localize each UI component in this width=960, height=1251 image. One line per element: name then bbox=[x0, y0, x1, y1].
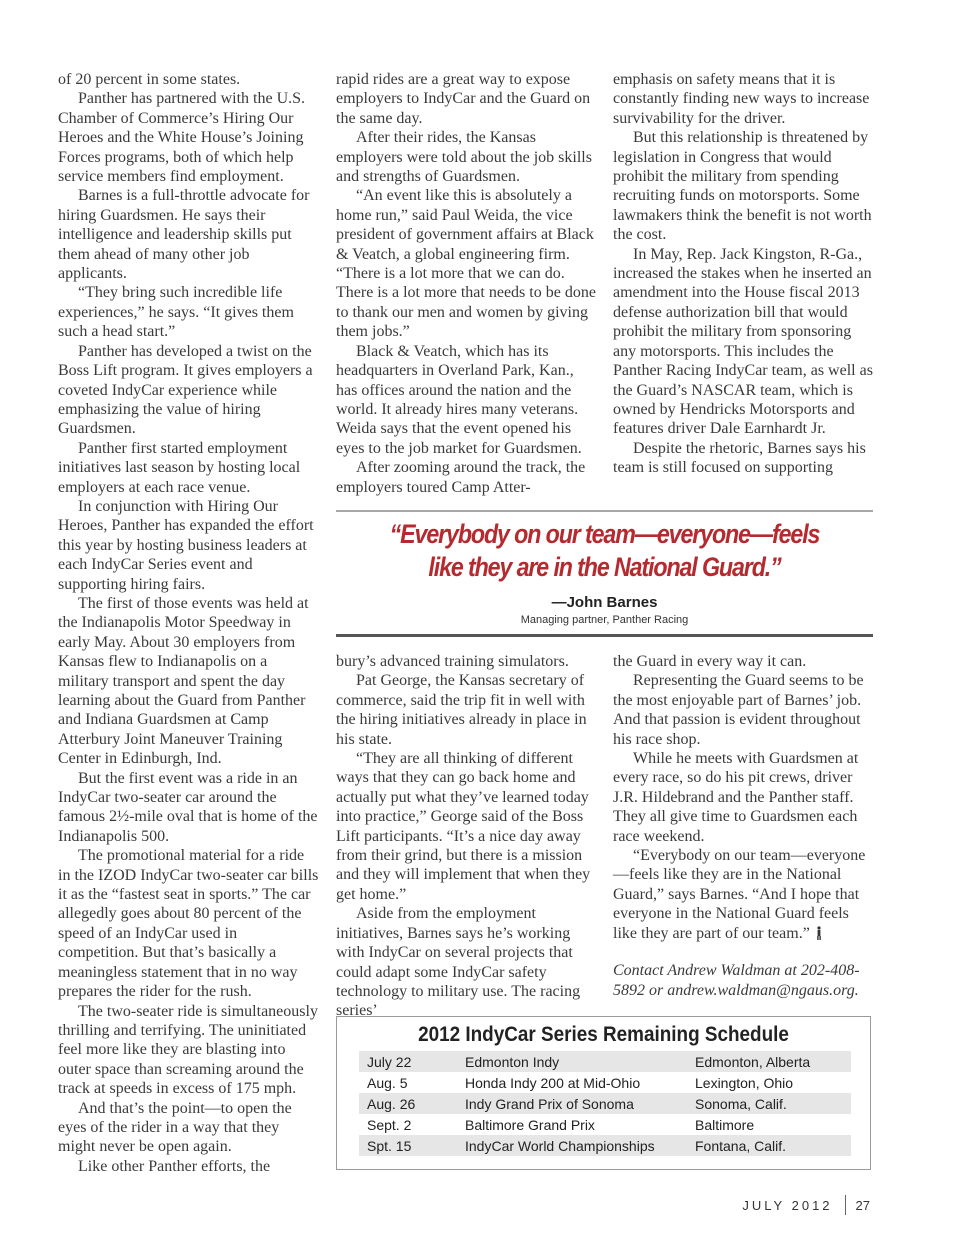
table-row bbox=[359, 1072, 851, 1093]
paragraph: While he meets with Guardsmen at every race, so do his pit crews, driver J.R. Hildebrand and the Panther staff. They all give time to Guardsmen each race weekend. bbox=[613, 750, 859, 845]
paragraph: “An event like this is absolutely a home run,” said Paul Weida, the vice president of government affairs at Black & Veatch, a global engineering firm. “There is a lot more that we can do. There is a lot more that needs to be done to thank our men and women by giving them jobs.” bbox=[336, 187, 596, 341]
table-row bbox=[359, 1093, 851, 1114]
paragraph: Panther has developed a twist on the Boss Lift program. It gives employers a coveted IndyCar experience while emphasizing the value of hiring Guardsmen. bbox=[58, 342, 313, 438]
page-footer bbox=[742, 1195, 870, 1215]
paragraph: The promotional material for a ride in the IZOD IndyCar two-seater car bills it as the “fastest seat in sports.” The car allegedly goes about 80 percent of the speed of an IndyCar used in competition. But that’s basically a meaningless statement that in no way prepares the rider for the rush. bbox=[58, 847, 319, 1001]
paragraph: “They bring such incredible life experiences,” he says. “It gives them such a head start.” bbox=[58, 284, 294, 341]
article-column-2-top bbox=[336, 70, 598, 497]
schedule-event: Indy Grand Prix of Sonoma bbox=[457, 1093, 687, 1114]
schedule-date: Spt. 15 bbox=[359, 1135, 457, 1156]
schedule-box bbox=[336, 1016, 871, 1170]
paragraph: Panther first started employment initiatives last season by hosting local employers at each race venue. bbox=[58, 439, 301, 496]
schedule-event: Edmonton Indy bbox=[457, 1051, 687, 1072]
paragraph: Barnes is a full-throttle advocate for hiring Guardsmen. He says their intelligence and leadership skills put them ahead of many other job applicants. bbox=[58, 187, 310, 283]
pullquote-top-rule bbox=[336, 510, 873, 512]
article-column-3-top bbox=[613, 70, 875, 478]
schedule-location: Lexington, Ohio bbox=[695, 1074, 794, 1091]
paragraph: the Guard in every way it can. bbox=[613, 653, 807, 670]
pullquote-bottom-rule bbox=[336, 634, 873, 637]
paragraph: “They are all thinking of different ways that they can go back home and actually put what they’ve learned today into practice,” George said of the Boss Lift participants. “It’s a nice day away from their grind, but there is a mission and they will implement that when they get home.” bbox=[336, 750, 591, 903]
paragraph: “Everybody on our team—everyone—feels like they are in the National Guard,” says Barnes. “And I hope that everyone in the National Guard feels like they are part of our team.” bbox=[613, 847, 866, 942]
end-mark-icon bbox=[816, 926, 822, 940]
schedule-title: 2012 IndyCar Series Remaining Schedule bbox=[418, 1023, 789, 1046]
paragraph: But this relationship is threatened by legislation in Congress that would prohibit the military from spending recruiting funds on motorsports. Some lawmakers think the benefit is not worth the cost. bbox=[613, 129, 872, 244]
pullquote-author: —John Barnes bbox=[551, 594, 658, 611]
pullquote-text: “Everybody on our team—everyone—feels like they are in the National Guard.” bbox=[389, 519, 820, 582]
paragraph: Pat George, the Kansas secretary of commerce, said the trip fit in well with the hiring initiatives already in place in his state. bbox=[336, 672, 587, 748]
footer-divider bbox=[845, 1195, 846, 1215]
paragraph: rapid rides are a great way to expose employers to IndyCar and the Guard on the same day. bbox=[336, 71, 591, 127]
schedule-date: Aug. 26 bbox=[359, 1093, 457, 1114]
pullquote-role: Managing partner, Panther Racing bbox=[520, 614, 689, 626]
paragraph: Like other Panther efforts, the bbox=[78, 1157, 271, 1175]
paragraph: The first of those events was held at the Indianapolis Motor Speedway in early May. About 30 employers from Kansas flew to Indianapolis on a military transport and spent the day learning about the Guard from Panther and Indiana Guardsmen at Camp Atterbury Joint Maneuver Training Center in Edinburgh, Ind. bbox=[58, 594, 309, 768]
schedule-location: Baltimore bbox=[695, 1116, 755, 1133]
schedule-date: July 22 bbox=[359, 1051, 457, 1072]
schedule-date: Sept. 2 bbox=[367, 1116, 412, 1133]
contact-line: Contact Andrew Waldman at 202-408-5892 or andrew.waldman@ngaus.org. bbox=[613, 962, 860, 999]
paragraph: Black & Veatch, which has its headquarters in Overland Park, Kan., has offices around the nation and the world. It already hires many veterans. Weida says that the event opened his eyes to the job market for Guardsmen. bbox=[336, 342, 582, 457]
article-column-1 bbox=[58, 70, 320, 1176]
pullquote bbox=[336, 518, 873, 626]
paragraph: In conjunction with Hiring Our Heroes, Panther has expanded the effort this year by hosting business leaders at each IndyCar Series event and supporting hiring fairs. bbox=[58, 497, 314, 593]
paragraph: Representing the Guard seems to be the most enjoyable part of Barnes’ job. And that passion is evident throughout his race shop. bbox=[613, 672, 864, 748]
paragraph: In May, Rep. Jack Kingston, R-Ga., increased the stakes when he inserted an amendment into the House fiscal 2013 defense authorization bill that would prohibit the military from sponsoring any motorsports. This includes the Panther Racing IndyCar team, as well as the Guard’s NASCAR team, which is owned by Hendricks Motorsports and features driver Dale Earnhardt Jr. bbox=[613, 245, 873, 438]
paragraph: But the first event was a ride in an IndyCar two-seater car around the famous 2½-mile oval that is home of the Indianapolis 500. bbox=[58, 769, 318, 845]
footer-month: JULY 2012 bbox=[742, 1197, 833, 1213]
table-row bbox=[359, 1135, 851, 1156]
schedule-location: Sonoma, Calif. bbox=[687, 1093, 851, 1114]
paragraph: Panther has partnered with the U.S. Chamber of Commerce’s Hiring Our Heroes and the White House’s Joining Forces programs, both of which help service members find employment. bbox=[58, 90, 306, 186]
paragraph: After zooming around the track, the employers toured Camp Atter- bbox=[336, 459, 586, 496]
schedule-date: Aug. 5 bbox=[367, 1074, 408, 1091]
paragraph: The two-seater ride is simultaneously thrilling and terrifying. The uninitiated feel more like they are blasting into outer space than screaming around the track at speeds in excess of 175 mph. bbox=[58, 1002, 318, 1098]
paragraph: bury’s advanced training simulators. bbox=[336, 653, 569, 670]
paragraph: After their rides, the Kansas employers were told about the job skills and strengths of Guardsmen. bbox=[336, 129, 592, 186]
article-column-2-bottom bbox=[336, 652, 598, 1021]
table-row bbox=[359, 1114, 851, 1135]
article-column-3-bottom bbox=[613, 652, 875, 1000]
schedule-event: Baltimore Grand Prix bbox=[465, 1116, 595, 1133]
paragraph: emphasis on safety means that it is constantly finding new ways to increase survivability for the driver. bbox=[613, 71, 870, 127]
paragraph: And that’s the point—to open the eyes of the rider in a way that they might never be open again. bbox=[58, 1099, 292, 1156]
article-column-3-bottom-body bbox=[613, 652, 875, 943]
page-number: 27 bbox=[855, 1197, 870, 1213]
schedule-location: Edmonton, Alberta bbox=[687, 1051, 851, 1072]
table-row bbox=[359, 1051, 851, 1072]
paragraph: Despite the rhetoric, Barnes says his team is still focused on supporting bbox=[613, 439, 866, 477]
schedule-event: Honda Indy 200 at Mid-Ohio bbox=[465, 1074, 641, 1091]
schedule-event: IndyCar World Championships bbox=[457, 1135, 687, 1156]
paragraph: Aside from the employment initiatives, Barnes says he’s working with IndyCar on several projects that could adapt some IndyCar safety technology to military use. The racing series’ bbox=[336, 905, 581, 1020]
schedule-location: Fontana, Calif. bbox=[687, 1135, 851, 1156]
paragraph: of 20 percent in some states. bbox=[58, 71, 241, 88]
schedule-table bbox=[359, 1051, 851, 1156]
